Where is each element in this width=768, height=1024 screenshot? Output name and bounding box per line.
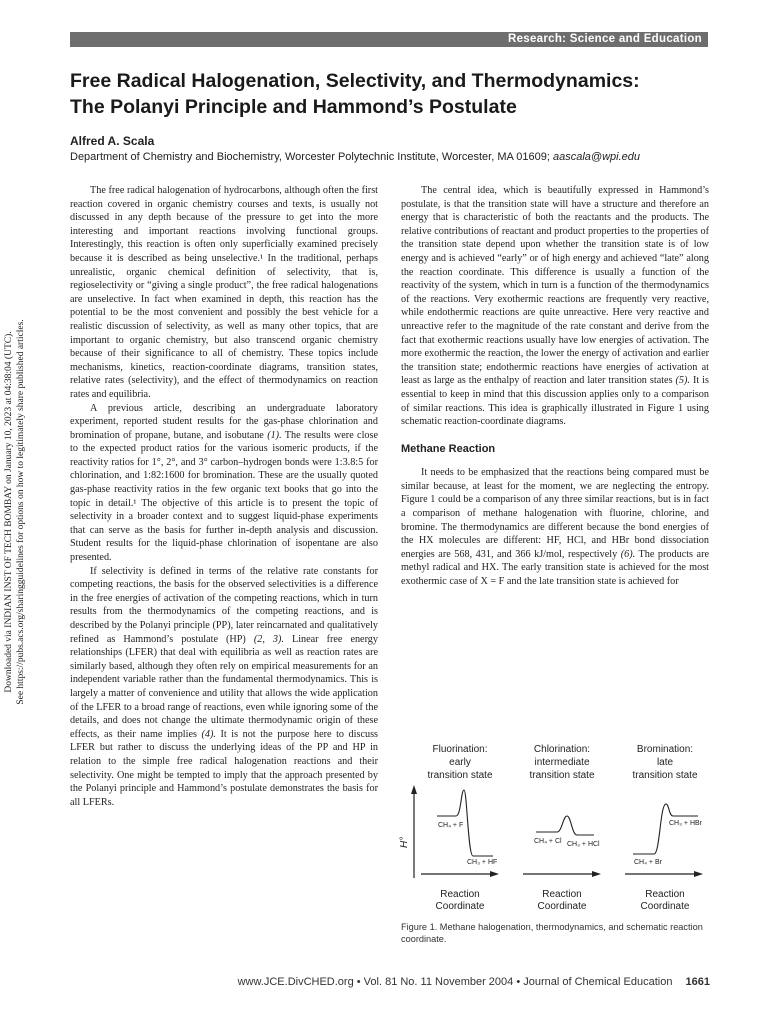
panel1-title-3: transition state bbox=[427, 770, 493, 781]
paragraph: It needs to be emphasized that the reactions being compared must be similar because, at least for the moment, we are neglecting the entropy. Figure 1 could be a comparison of any three similar reactions, but is in fact a comparison of methane halogenation with fluorine, chlorine, and bromine. The thermodynamics are different because the bond energies of the HX molecules are different: HF, HCl, and HBr bond dissociation energies are 568, 431, and 366 kJ/mol, respectively (6). The products are methyl radical and HX. The early transition state is achieved for the most exothermic case of X = F and the late transition state is achieved for bbox=[401, 467, 709, 588]
download-notice bbox=[0, 290, 30, 740]
panel3-xlabel-1: Reaction bbox=[645, 889, 685, 900]
panel1-product-label: CH₃ + HF bbox=[467, 859, 498, 866]
panel1-reactant-label: CH₄ + F bbox=[438, 822, 464, 829]
bromination-curve bbox=[633, 804, 698, 854]
page-footer bbox=[70, 976, 710, 988]
figure-caption: Figure 1. Methane halogenation, thermodynamics, and schematic reaction coordinate. bbox=[401, 922, 703, 944]
panel3-product-label: CH₃ + HBr bbox=[669, 820, 702, 827]
author-name: Alfred A. Scala bbox=[70, 134, 155, 148]
panel3-xlabel-2: Coordinate bbox=[640, 901, 690, 912]
left-column bbox=[70, 184, 378, 809]
panel3-reactant-label: CH₄ + Br bbox=[634, 859, 662, 866]
paragraph: The free radical halogenation of hydrocarbons, although often the first reaction covered in organic chemistry courses and texts, is usually not discussed in any depth because of the pressure to get into the more interesting and important reactions involving functional groups. Interestingly, this reaction is often only superficially examined precisely because it is described as being unselective.¹ In the traditional, perhaps unrealistic, organic chemical definition of selectivity, that is, regioselectivity or “giving a single product”, the free radical halogenations are unselective. In fact when examined in depth, this reaction has the potential to be the most convenient and possibly the best vehicle for a realistic discussion of selectivity, as well as many other topics, that are important to organic chemistry, but also transcend organic chemistry because of their significance to all of chemistry. These topics include mechanisms, kinetics, reaction-coordinate diagrams, transition states, relative rates (selectivity), and the effect of thermodynamics on reaction rates and equilibria. bbox=[70, 185, 378, 400]
citation-ref: (4). bbox=[201, 728, 216, 740]
panel2-product-label: CH₃ + HCl bbox=[567, 841, 600, 848]
title-line-1: Free Radical Halogenation, Selectivity, and Thermodynamics: bbox=[70, 70, 640, 92]
citation-ref: (5). bbox=[675, 375, 690, 387]
section-label: Research: Science and Education bbox=[507, 33, 702, 45]
panel2-title-3: transition state bbox=[529, 770, 595, 781]
reaction-coordinate-diagram bbox=[401, 738, 711, 913]
figure-1 bbox=[401, 738, 711, 913]
citation-ref: (1). bbox=[267, 429, 282, 441]
paragraph: A previous article, describing an undergraduate laboratory experiment, reported student results for the gas-phase chlorination and bromination of propane, butane, and isobutane (1). The results were close to the expected product ratios for the various isomeric products, if the reactivity ratios for 1°, 2°, and 3° carbon–hydrogen bonds were 1:3.8:5 for chlorination, and 1:82:1600 for bromination. These are the usually quoted gas-phase reactivity ratios in the few organic text books that go into the topic in detail.¹ The objective of this article is to present the topic of selectivity in a broader context and to suggest liquid-phase experiments that can serve as the basis for further in-depth analysis and discussion. Student results for the liquid-phase chlorination of isopentane are also presented. bbox=[70, 402, 378, 564]
panel2-title-2: intermediate bbox=[534, 757, 590, 768]
panel3-title-3: transition state bbox=[632, 770, 698, 781]
panel3-x-arrow bbox=[694, 871, 703, 877]
panel1-x-arrow bbox=[490, 871, 499, 877]
page-number: 1661 bbox=[685, 976, 710, 988]
article-title bbox=[70, 68, 720, 120]
right-column bbox=[401, 184, 709, 589]
download-notice-line2[interactable]: See https://pubs.acs.org/sharingguidelines for options on how to legitimately share published articles. bbox=[16, 319, 26, 705]
panel2-xlabel-2: Coordinate bbox=[537, 901, 587, 912]
panel2-x-arrow bbox=[592, 871, 601, 877]
journal-info: www.JCE.DivCHED.org • Vol. 81 No. 11 November 2004 • Journal of Chemical Education bbox=[237, 976, 673, 988]
y-axis-label: H° bbox=[399, 836, 410, 848]
download-notice-line1: Downloaded via INDIAN INST OF TECH BOMBAY on January 10, 2023 at 04:38:04 (UTC). bbox=[4, 331, 14, 693]
citation-ref: (2, 3). bbox=[253, 633, 284, 645]
affiliation-text: Department of Chemistry and Biochemistry, Worcester Polytechnic Institute, Worcester, MA 01609; bbox=[70, 151, 550, 163]
y-axis-arrow bbox=[411, 785, 417, 794]
panel2-title-1: Chlorination: bbox=[533, 744, 591, 755]
section-header-bar bbox=[70, 32, 708, 47]
panel3-title-1: Bromination: bbox=[636, 744, 694, 755]
panel1-xlabel-1: Reaction bbox=[440, 889, 480, 900]
panel1-xlabel-2: Coordinate bbox=[435, 901, 485, 912]
title-line-2: The Polanyi Principle and Hammond’s Postulate bbox=[70, 96, 517, 118]
author-affiliation bbox=[70, 151, 640, 163]
panel3-title-2: late bbox=[656, 757, 674, 768]
chlorination-curve bbox=[536, 816, 594, 835]
panel1-title-1: Fluorination: bbox=[432, 744, 488, 755]
panel2-xlabel-1: Reaction bbox=[542, 889, 582, 900]
section-heading: Methane Reaction bbox=[401, 442, 496, 455]
panel1-title-2: early bbox=[449, 757, 471, 768]
citation-ref: (6). bbox=[620, 548, 636, 560]
paragraph: If selectivity is defined in terms of the relative rate constants for competing reactions, the basis for the observed selectivities is a difference in the free energies of activation of the competing reactions, which in turn results from the thermodynamics of the competing reactions, and is described by the Polanyi principle (PP), later reincarnated and qualitatively refined as Hammond’s postulate (HP) (2, 3). Linear free energy relationships (LFER) that deal with equilibria as well as reaction rates are similarly based, although they often rely on empirical measurements for an independent variable rather than the fundamental thermodynamics. This is largely a matter of convenience and utility that allows the wide application of the LFER to a broad range of reactions, even while ignoring some of the details, and does not change the ultimate thermodynamic origin of these effects, as their name implies (4). It is not the purpose here to discuss LFER but rather to discuss the underlying ideas of the PP and HP in relation to the simple free radical halogenation reactions and their selectivity. One might be tempted to imply that the approach presented by the Polanyi principle and Hammond’s postulate demonstrates the basis for all LFERs. bbox=[70, 565, 378, 808]
paragraph: The central idea, which is beautifully expressed in Hammond’s postulate, is that the transition state will have a structure and therefore an energy that is characteristic of both the reactants and the products. The relative contributions of reactant and product properties to the properties of the transition state depend upon whether the transition state is of low energy and is achieved “early” or of high energy and achieved “late” along the reaction coordinate. This difference is usually a function of the reactivity of the system, which in turn is a function of the thermodynamics of the reactions. Very exothermic reactions are frequently very reactive, while endothermic reactions are quite unreactive. Here very reactive and unreactive refer to the magnitude of the rate constant and derive from the fact that exothermic reactions usually have low energies of activation. The more exothermic the reaction, the lower the energy of activation and earlier the transition state; endothermic reactions have energies of activation at least as large as the enthalpy of reaction and later transition states (5). It is essential to keep in mind that this discussion applies only to a comparison of similar reactions. This idea is graphically illustrated in Figure 1 using schematic reaction-coordinate diagrams. bbox=[401, 185, 709, 428]
panel2-reactant-label: CH₄ + Cl bbox=[534, 838, 562, 845]
author-email[interactable]: aascala@wpi.edu bbox=[552, 151, 640, 163]
